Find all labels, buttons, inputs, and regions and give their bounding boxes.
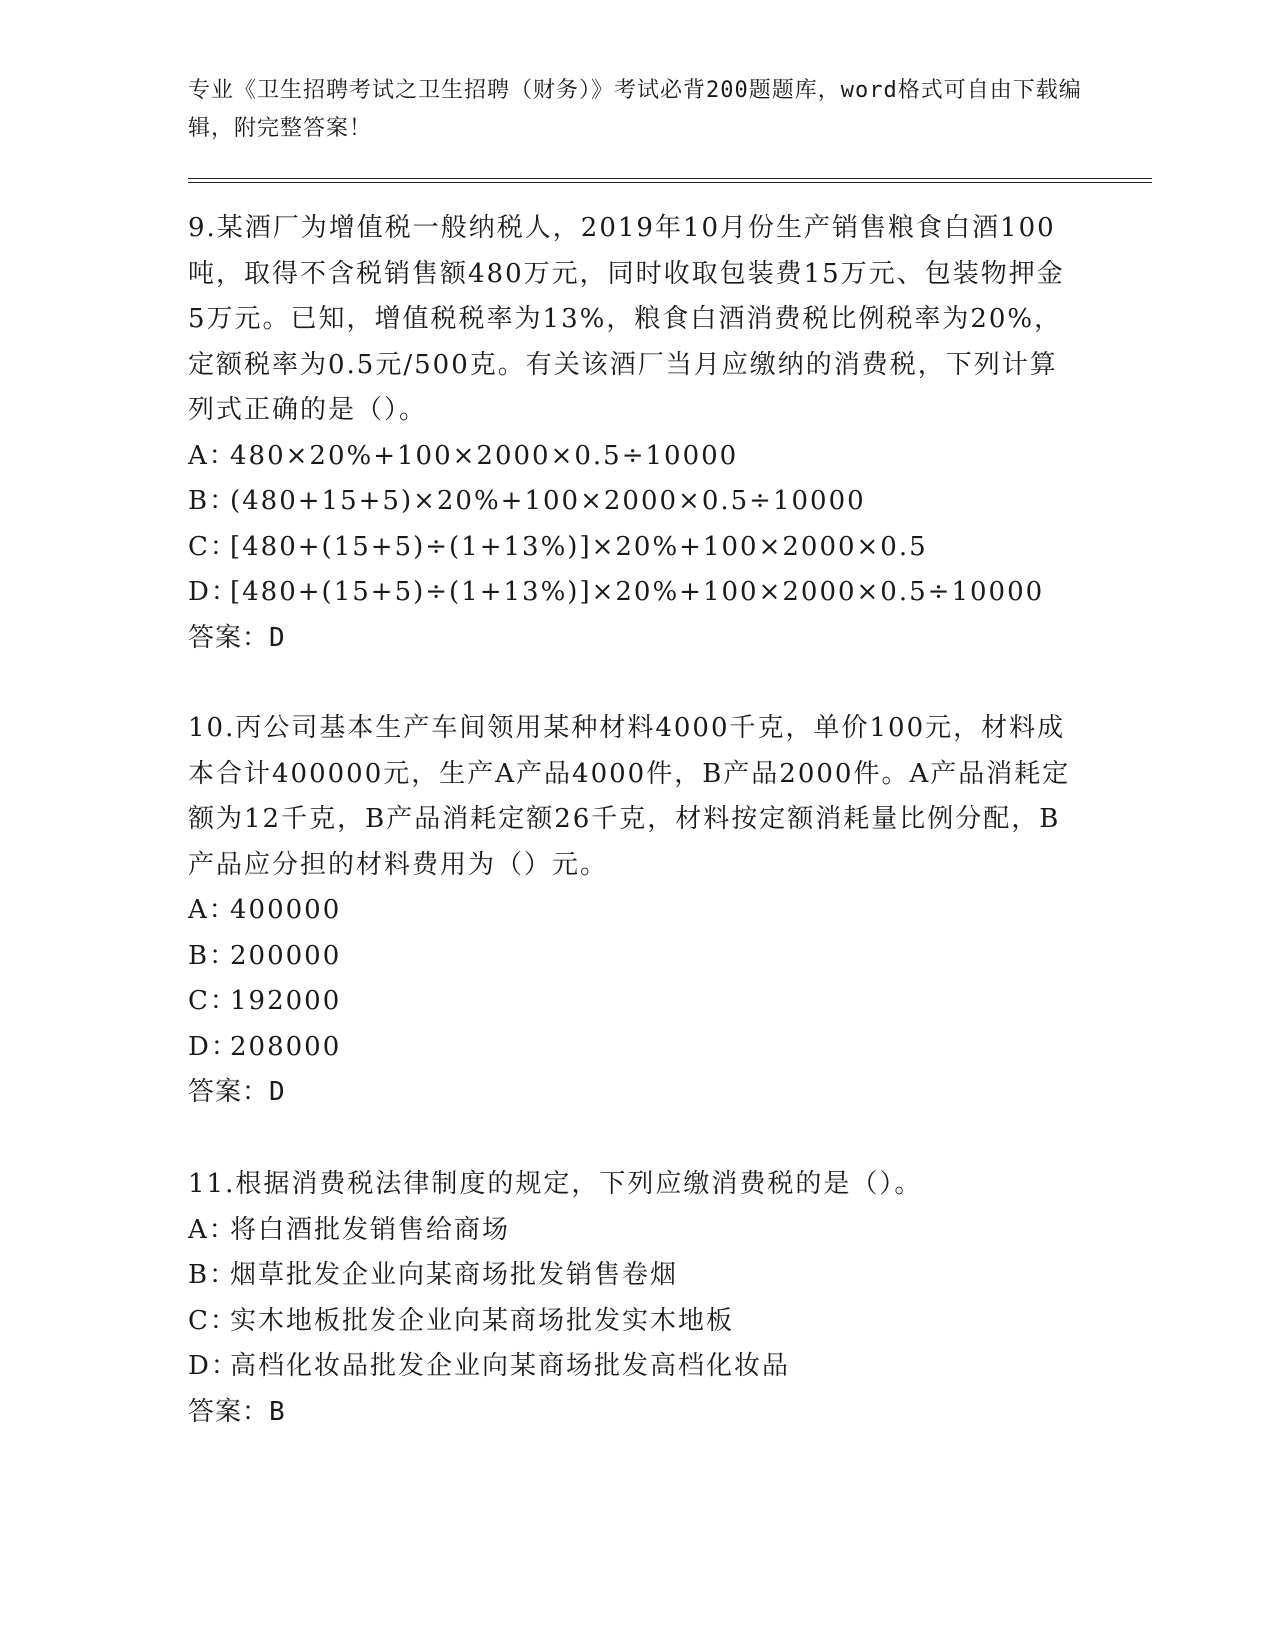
option-text: 480×20%+100×2000×0.5÷10000 [230,440,739,471]
option-a [188,1208,1078,1254]
option-key: D： [188,577,239,607]
option-text: 烟草批发企业向某商场批发销售卷烟 [230,1260,679,1290]
question-stem: 11.根据消费税法律制度的规定，下列应缴消费税的是（）。 [188,1169,923,1199]
option-d [188,1344,1078,1390]
question-stem: 9.某酒厂为增值税一般纳税人，2019年10月份生产销售粮食白酒100吨，取得不含税销售额480万元，同时收取包装费15万元、包装物押金5万元。已知，增值税税率为13%，粮食白酒消费税比例税率为20%，定额税率为0.5元/500克。有关该酒厂当月应缴纳的消费税，下列计算列式正确的是（）。 [188,213,1065,425]
option-text: [480+(15+5)÷(1+13%)]×20%+100×2000×0.5 [230,531,928,562]
option-text: (480+15+5)×20%+100×2000×0.5÷10000 [230,486,866,516]
option-d [188,570,1078,616]
option-key: A： [188,895,237,925]
option-key: A： [188,1214,237,1245]
answer: 答案：D [188,1077,286,1107]
option-a [188,434,1078,480]
option-text: [480+(15+5)÷(1+13%)]×20%+100×2000×0.5÷10000 [230,577,1045,607]
option-c [188,979,1078,1025]
option-b [188,934,1078,980]
option-key: B： [188,486,238,516]
option-text: 208000 [230,1031,342,1062]
question-11 [188,1162,1078,1435]
answer: 答案：B [188,1396,286,1427]
option-key: C： [188,531,238,562]
option-text: 192000 [230,986,342,1016]
option-key: A： [188,440,237,471]
header-divider [188,178,1152,183]
option-d [188,1025,1078,1071]
question-stem: 10.丙公司基本生产车间领用某种材料4000千克，单价100元，材料成本合计400000元，生产A产品4000件，B产品2000件。A产品消耗定额为12千克，B产品消耗定额26千克，材料按定额消耗量比例分配，B产品应分担的材料费用为（）元。 [188,713,1071,880]
option-b [188,479,1078,525]
option-text: 实木地板批发企业向某商场批发实木地板 [230,1305,735,1336]
question-9 [188,206,1078,661]
option-text: 200000 [230,940,342,971]
option-c [188,1299,1078,1345]
header-note: 专业《卫生招聘考试之卫生招聘（财务）》考试必背200题题库，word格式可自由下载编辑，附完整答案！ [188,78,1082,141]
option-a [188,888,1078,934]
option-key: D： [188,1031,239,1062]
option-text: 将白酒批发销售给商场 [230,1214,511,1245]
option-text: 400000 [230,895,342,925]
answer: 答案：D [188,622,286,653]
option-key: C： [188,986,238,1016]
option-key: B： [188,940,238,971]
option-text: 高档化妆品批发企业向某商场批发高档化妆品 [230,1351,791,1381]
option-key: B： [188,1260,238,1290]
option-key: C： [188,1305,238,1336]
option-c [188,525,1078,571]
option-b [188,1253,1078,1299]
option-key: D： [188,1351,239,1381]
question-10 [188,706,1078,1116]
